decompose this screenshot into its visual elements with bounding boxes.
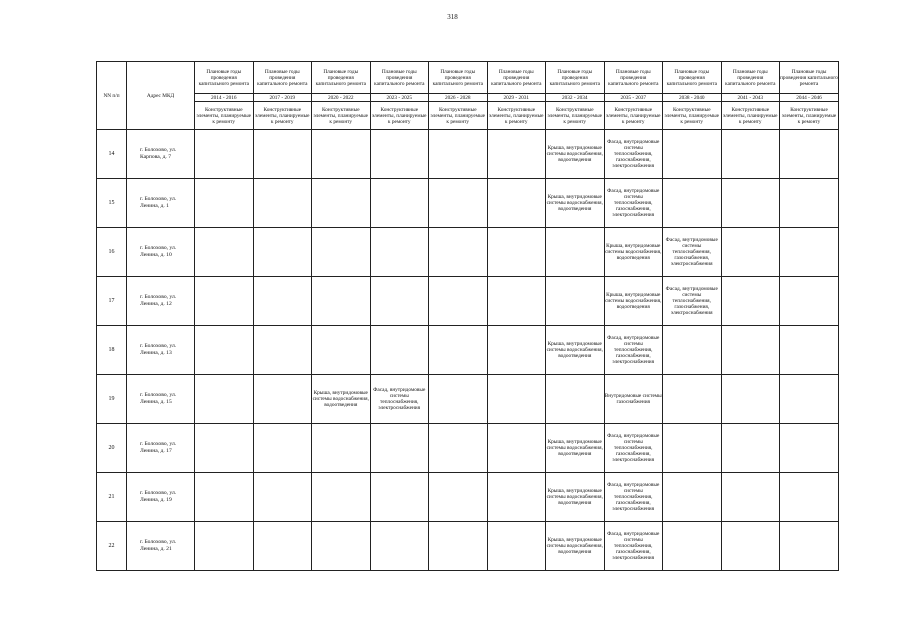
- row-number: 18: [97, 326, 127, 375]
- repair-cell: Фасад, внутридомовые системы теплоснабжения, газоснабжения, электроснабжения: [604, 179, 663, 228]
- row-address: г. Болохово, ул. Ленина, д. 12: [127, 277, 195, 326]
- repair-cell: [312, 473, 371, 522]
- period-title: Плановые годы проведения капитального ремонта: [487, 62, 546, 94]
- repair-cell: [546, 375, 605, 424]
- elements-header: Конструктивные элементы, планируемые к ремонту: [721, 102, 780, 130]
- nn-header: NN п/п: [97, 62, 127, 130]
- repair-cell: [429, 228, 488, 277]
- repair-cell: [312, 130, 371, 179]
- repair-cell: [253, 277, 312, 326]
- repair-cell: [370, 473, 429, 522]
- period-title: Плановые годы проведения капитального ремонта: [370, 62, 429, 94]
- row-address: г. Болохово, ул. Ленина, д. 19: [127, 473, 195, 522]
- repair-cell: [253, 326, 312, 375]
- repair-cell: [312, 228, 371, 277]
- repair-cell: Крыша, внутридомовые системы водоснабжения, водоотведения: [546, 179, 605, 228]
- elements-header: Конструктивные элементы, планируемые к ремонту: [312, 102, 371, 130]
- capital-repair-schedule-table: [96, 61, 839, 571]
- repair-cell: [195, 473, 254, 522]
- repair-cell: [487, 179, 546, 228]
- table-row: [97, 375, 839, 424]
- repair-cell: Фасад, внутридомовые системы теплоснабжения, газоснабжения, электроснабжения: [604, 424, 663, 473]
- repair-cell: [780, 179, 839, 228]
- repair-cell: Крыша, внутридомовые системы водоснабжения, водоотведения: [546, 473, 605, 522]
- repair-cell: Крыша, внутридомовые системы водоснабжения, водоотведения: [546, 522, 605, 571]
- repair-cell: [253, 179, 312, 228]
- repair-cell: [370, 228, 429, 277]
- period-title: Плановые годы проведения капитального ремонта: [663, 62, 722, 94]
- repair-cell: Фасад, внутридомовые системы теплоснабжения, газоснабжения, электроснабжения: [604, 473, 663, 522]
- repair-cell: [780, 522, 839, 571]
- row-number: 20: [97, 424, 127, 473]
- repair-cell: [721, 326, 780, 375]
- repair-cell: [312, 326, 371, 375]
- repair-cell: [663, 326, 722, 375]
- page-number: 318: [447, 13, 458, 21]
- period-years: 2041 - 2043: [721, 94, 780, 102]
- repair-cell: [663, 130, 722, 179]
- repair-cell: [663, 522, 722, 571]
- repair-cell: [195, 424, 254, 473]
- elements-header: Конструктивные элементы, планируемые к ремонту: [663, 102, 722, 130]
- repair-cell: [429, 130, 488, 179]
- repair-cell: [780, 473, 839, 522]
- row-address: г. Болохово, ул. Ленина, д. 21: [127, 522, 195, 571]
- repair-cell: [253, 130, 312, 179]
- row-number: 16: [97, 228, 127, 277]
- repair-cell: [780, 277, 839, 326]
- repair-cell: Крыша, внутридомовые системы водоснабжения, водоотведения: [312, 375, 371, 424]
- period-title: Плановые годы проведения капитального ремонта: [721, 62, 780, 94]
- elements-header: Конструктивные элементы, планируемые к ремонту: [780, 102, 839, 130]
- period-years: 2014 - 2016: [195, 94, 254, 102]
- repair-cell: [370, 179, 429, 228]
- repair-cell: [487, 375, 546, 424]
- row-number: 15: [97, 179, 127, 228]
- repair-cell: [370, 522, 429, 571]
- period-years: 2026 - 2028: [429, 94, 488, 102]
- repair-cell: [780, 375, 839, 424]
- elements-header: Конструктивные элементы, планируемые к ремонту: [604, 102, 663, 130]
- repair-cell: [663, 375, 722, 424]
- repair-cell: [253, 424, 312, 473]
- period-title: Плановые годы проведения капитального ремонта: [195, 62, 254, 94]
- repair-cell: Внутридомовые системы газоснабжения: [604, 375, 663, 424]
- table-row: [97, 130, 839, 179]
- repair-cell: [370, 277, 429, 326]
- repair-cell: Фасад, внутридомовые системы теплоснабжения, газоснабжения, электроснабжения: [604, 522, 663, 571]
- table-row: [97, 522, 839, 571]
- table-row: [97, 179, 839, 228]
- repair-cell: [312, 522, 371, 571]
- repair-cell: [253, 375, 312, 424]
- repair-cell: [312, 179, 371, 228]
- row-address: г. Болохово, ул. Ленина, д. 15: [127, 375, 195, 424]
- period-title: Плановые годы проведения капитального ремонта: [429, 62, 488, 94]
- repair-cell: [721, 130, 780, 179]
- repair-cell: Фасад, внутридомовые системы теплоснабжения, газоснабжения, электроснабжения: [663, 277, 722, 326]
- period-years: 2038 - 2040: [663, 94, 722, 102]
- repair-cell: [780, 326, 839, 375]
- elements-header: Конструктивные элементы, планируемые к ремонту: [370, 102, 429, 130]
- repair-cell: [721, 179, 780, 228]
- period-title: Плановые годы проведения капитального ремонта: [253, 62, 312, 94]
- repair-cell: [195, 326, 254, 375]
- table-row: [97, 277, 839, 326]
- repair-cell: [312, 424, 371, 473]
- repair-cell: [663, 473, 722, 522]
- repair-cell: [253, 473, 312, 522]
- repair-cell: [195, 179, 254, 228]
- repair-cell: [721, 473, 780, 522]
- period-years: 2032 - 2034: [546, 94, 605, 102]
- elements-header: Конструктивные элементы, планируемые к ремонту: [546, 102, 605, 130]
- repair-cell: [312, 277, 371, 326]
- period-years: 2044 - 2046: [780, 94, 839, 102]
- row-address: г. Болохово, ул. Карпова, д. 7: [127, 130, 195, 179]
- repair-cell: [780, 424, 839, 473]
- elements-header: Конструктивные элементы, планируемые к ремонту: [195, 102, 254, 130]
- repair-cell: [780, 228, 839, 277]
- repair-cell: [487, 522, 546, 571]
- row-address: г. Болохово, ул. Ленина, д. 13: [127, 326, 195, 375]
- repair-cell: [487, 228, 546, 277]
- repair-cell: [780, 130, 839, 179]
- repair-cell: [429, 522, 488, 571]
- repair-cell: [429, 277, 488, 326]
- repair-cell: [663, 424, 722, 473]
- repair-cell: [195, 228, 254, 277]
- repair-cell: [195, 375, 254, 424]
- period-years: 2020 - 2022: [312, 94, 371, 102]
- repair-cell: [429, 326, 488, 375]
- repair-cell: [663, 179, 722, 228]
- repair-cell: [253, 228, 312, 277]
- repair-cell: Фасад, внутридомовые системы теплоснабжения, газоснабжения, электроснабжения: [604, 326, 663, 375]
- repair-cell: [721, 228, 780, 277]
- table-row: [97, 424, 839, 473]
- repair-cell: [721, 424, 780, 473]
- period-years: 2029 - 2031: [487, 94, 546, 102]
- header-years-row: [97, 94, 839, 102]
- period-years: 2017 - 2019: [253, 94, 312, 102]
- repair-cell: Крыша, внутридомовые системы водоснабжения, водоотведения: [604, 277, 663, 326]
- row-number: 17: [97, 277, 127, 326]
- repair-cell: [487, 130, 546, 179]
- repair-cell: Крыша, внутридомовые системы водоснабжения, водоотведения: [546, 326, 605, 375]
- repair-cell: [429, 179, 488, 228]
- header-elements-row: [97, 102, 839, 130]
- repair-cell: Фасад, внутридомовые системы теплоснабжения, газоснабжения, электроснабжения: [663, 228, 722, 277]
- elements-header: Конструктивные элементы, планируемые к ремонту: [487, 102, 546, 130]
- repair-cell: [487, 473, 546, 522]
- period-years: 2023 - 2025: [370, 94, 429, 102]
- row-address: г. Болохово, ул. Ленина, д. 1: [127, 179, 195, 228]
- period-years: 2035 - 2037: [604, 94, 663, 102]
- repair-cell: Фасад, внутридомовые системы теплоснабжения, газоснабжения, электроснабжения: [604, 130, 663, 179]
- repair-cell: Крыша, внутридомовые системы водоснабжения, водоотведения: [546, 424, 605, 473]
- repair-cell: [721, 277, 780, 326]
- table-row: [97, 326, 839, 375]
- elements-header: Конструктивные элементы, планируемые к ремонту: [429, 102, 488, 130]
- row-number: 14: [97, 130, 127, 179]
- elements-header: Конструктивные элементы, планируемые к ремонту: [253, 102, 312, 130]
- repair-cell: [429, 375, 488, 424]
- period-title: Плановые годы проведения капитального ремонта: [780, 62, 839, 94]
- repair-cell: [195, 130, 254, 179]
- repair-cell: Крыша, внутридомовые системы водоснабжения, водоотведения: [546, 130, 605, 179]
- repair-cell: [370, 130, 429, 179]
- period-title: Плановые годы проведения капитального ремонта: [604, 62, 663, 94]
- address-header: Адрес МКД: [127, 62, 195, 130]
- repair-cell: [487, 424, 546, 473]
- header-period-row: [97, 62, 839, 94]
- row-number: 21: [97, 473, 127, 522]
- repair-cell: [370, 424, 429, 473]
- repair-cell: [721, 375, 780, 424]
- repair-cell: [429, 473, 488, 522]
- repair-cell: [546, 277, 605, 326]
- repair-cell: [195, 277, 254, 326]
- row-number: 19: [97, 375, 127, 424]
- repair-cell: [370, 326, 429, 375]
- repair-cell: Крыша, внутридомовые системы водоснабжения, водоотведения: [604, 228, 663, 277]
- period-title: Плановые годы проведения капитального ремонта: [312, 62, 371, 94]
- table-row: [97, 473, 839, 522]
- table-row: [97, 228, 839, 277]
- repair-cell: [546, 228, 605, 277]
- repair-cell: [721, 522, 780, 571]
- row-address: г. Болохово, ул. Ленина, д. 17: [127, 424, 195, 473]
- repair-cell: [429, 424, 488, 473]
- repair-cell: Фасад, внутридомовые системы теплоснабжения, электроснабжения: [370, 375, 429, 424]
- repair-cell: [487, 326, 546, 375]
- row-number: 22: [97, 522, 127, 571]
- period-title: Плановые годы проведения капитального ремонта: [546, 62, 605, 94]
- repair-cell: [487, 277, 546, 326]
- repair-cell: [195, 522, 254, 571]
- repair-cell: [253, 522, 312, 571]
- row-address: г. Болохово, ул. Ленина, д. 10: [127, 228, 195, 277]
